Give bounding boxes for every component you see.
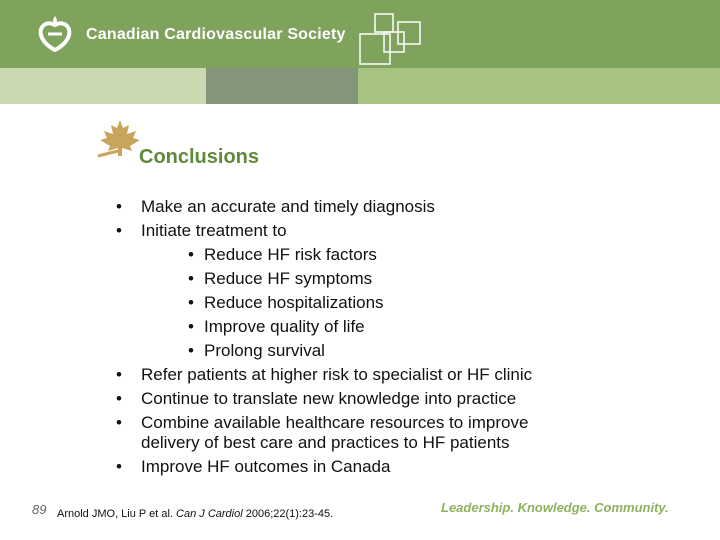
bullet-marker: •	[116, 365, 122, 384]
list-item: Initiate treatment to	[141, 221, 287, 240]
sub-bullet-marker: •	[188, 245, 194, 264]
list-item: Improve HF outcomes in Canada	[141, 457, 391, 476]
sub-list-item: Reduce HF risk factors	[204, 245, 377, 264]
citation-details: 2006;22(1):23-45.	[242, 508, 334, 520]
sub-bullet-marker: •	[188, 317, 194, 336]
citation-authors: Arnold JMO, Liu P et al.	[57, 508, 177, 520]
sub-list-item: Reduce hospitalizations	[204, 293, 384, 312]
bullet-marker: •	[116, 221, 122, 240]
sub-bullet-marker: •	[188, 341, 194, 360]
sub-bullet-marker: •	[188, 293, 194, 312]
citation	[57, 508, 333, 520]
sub-bullet-marker: •	[188, 269, 194, 288]
tagline: Leadership. Knowledge. Community.	[441, 500, 669, 515]
page-number: 89	[32, 502, 47, 517]
citation-journal: Can J Cardiol	[176, 508, 243, 520]
list-item: Continue to translate new knowledge into practice	[141, 389, 517, 408]
bullet-marker: •	[116, 389, 122, 408]
list-item: Make an accurate and timely diagnosis	[141, 197, 435, 216]
sub-list-item: Prolong survival	[204, 341, 325, 360]
sub-list-item: Reduce HF symptoms	[204, 269, 373, 288]
sub-list-item: Improve quality of life	[204, 317, 365, 336]
bullet-marker: •	[116, 197, 122, 216]
bullet-marker: •	[116, 413, 122, 432]
list-item: Combine available healthcare resources to improve	[141, 413, 529, 432]
slide-title: Conclusions	[139, 146, 260, 168]
bullet-marker: •	[116, 457, 122, 476]
list-item: Refer patients at higher risk to specialist or HF clinic	[141, 365, 533, 384]
list-item-continuation: delivery of best care and practices to HF patients	[141, 433, 510, 452]
organization-name: Canadian Cardiovascular Society	[86, 26, 346, 43]
